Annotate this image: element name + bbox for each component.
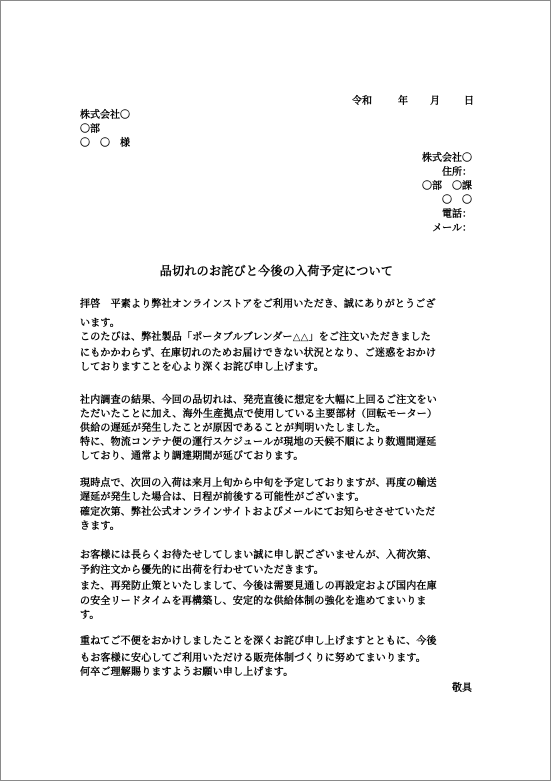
body-line: 社内調査の結果、今回の品切れは、発売直後に想定を大幅に上回るご注文をい bbox=[80, 395, 437, 406]
recipient-name: 〇 〇 様 bbox=[80, 138, 130, 149]
body-line: 何卒ご理解賜りますようお願い申し上げます。 bbox=[80, 667, 294, 678]
date-month-label: 月 bbox=[430, 96, 440, 107]
sender-department: 〇部 〇課 bbox=[422, 181, 472, 192]
recipient-department: 〇部 bbox=[80, 124, 100, 135]
body-line: このたびは、弊社製品「ポータブルブレンダー△△」をご注文いただきました bbox=[80, 332, 431, 343]
body-line: お客様には長らくお待たせしてしまい誠に申し訳ございませんが、入荷次第、 bbox=[80, 550, 437, 561]
body-line: います。 bbox=[80, 318, 120, 329]
body-line: もお客様に安心してご利用いただける販売体制づくりに努めてまいります。 bbox=[80, 653, 426, 664]
body-line: しておりますことを心より深くお詫び申し上げます。 bbox=[80, 362, 324, 373]
body-line: す。 bbox=[80, 610, 100, 621]
date-day-label: 日 bbox=[464, 96, 474, 107]
body-line: 重ねてご不便をおかけしましたことを深くお詫び申し上げますとともに、今後 bbox=[80, 636, 437, 647]
closing: 敬具 bbox=[452, 683, 472, 694]
body-line: 現時点で、次回の入荷は来月上旬から中旬を予定しておりますが、再度の輸送 bbox=[80, 478, 437, 489]
sender-email-label: メール： bbox=[432, 223, 472, 234]
sender-name: 〇 〇 bbox=[442, 195, 472, 206]
date-era: 令和 bbox=[352, 96, 372, 107]
date-year-label: 年 bbox=[398, 96, 408, 107]
sender-phone-label: 電話： bbox=[442, 209, 472, 220]
body-line: の安全リードタイムを再構築し、安定的な供給体制の強化を進めてまいりま bbox=[80, 596, 427, 607]
body-line: 特に、物流コンテナ便の運行スケジュールが現地の天候不順により数週間遅延 bbox=[80, 437, 437, 448]
body-line: 拝啓 平素より弊社オンラインストアをご利用いただき、誠にありがとうござ bbox=[80, 299, 436, 310]
body-line: 予約注文から優先的に出荷を行わせていただきます。 bbox=[80, 565, 324, 576]
body-line: しており、通常より調達期間が延びております。 bbox=[80, 451, 304, 462]
body-line: 確定次第、弊社公式オンラインサイトおよびメールにてお知らせさせていただ bbox=[80, 507, 436, 518]
sender-address-label: 住所： bbox=[442, 167, 472, 178]
body-line: また、再発防止策といたしまして、今後は需要見通しの再設定および国内在庫 bbox=[80, 581, 437, 592]
body-line: 遅延が発生した場合は、日程が前後する可能性がございます。 bbox=[80, 492, 365, 503]
letter-title: 品切れのお詫びと今後の入荷予定について bbox=[159, 264, 394, 278]
sender-company: 株式会社〇 bbox=[422, 153, 472, 164]
body-line: ただいたことに加え、海外生産拠点で使用している主要部材（回転モーター） bbox=[80, 409, 438, 420]
recipient-company: 株式会社〇 bbox=[80, 110, 130, 121]
body-line: にもかかわらず、在庫切れのためお届けできない状況となり、ご迷惑をおかけ bbox=[80, 348, 437, 359]
body-line: きます。 bbox=[80, 521, 120, 532]
body-line: 供給の遅延が発生したことが原因であることが判明いたしました。 bbox=[80, 423, 386, 434]
